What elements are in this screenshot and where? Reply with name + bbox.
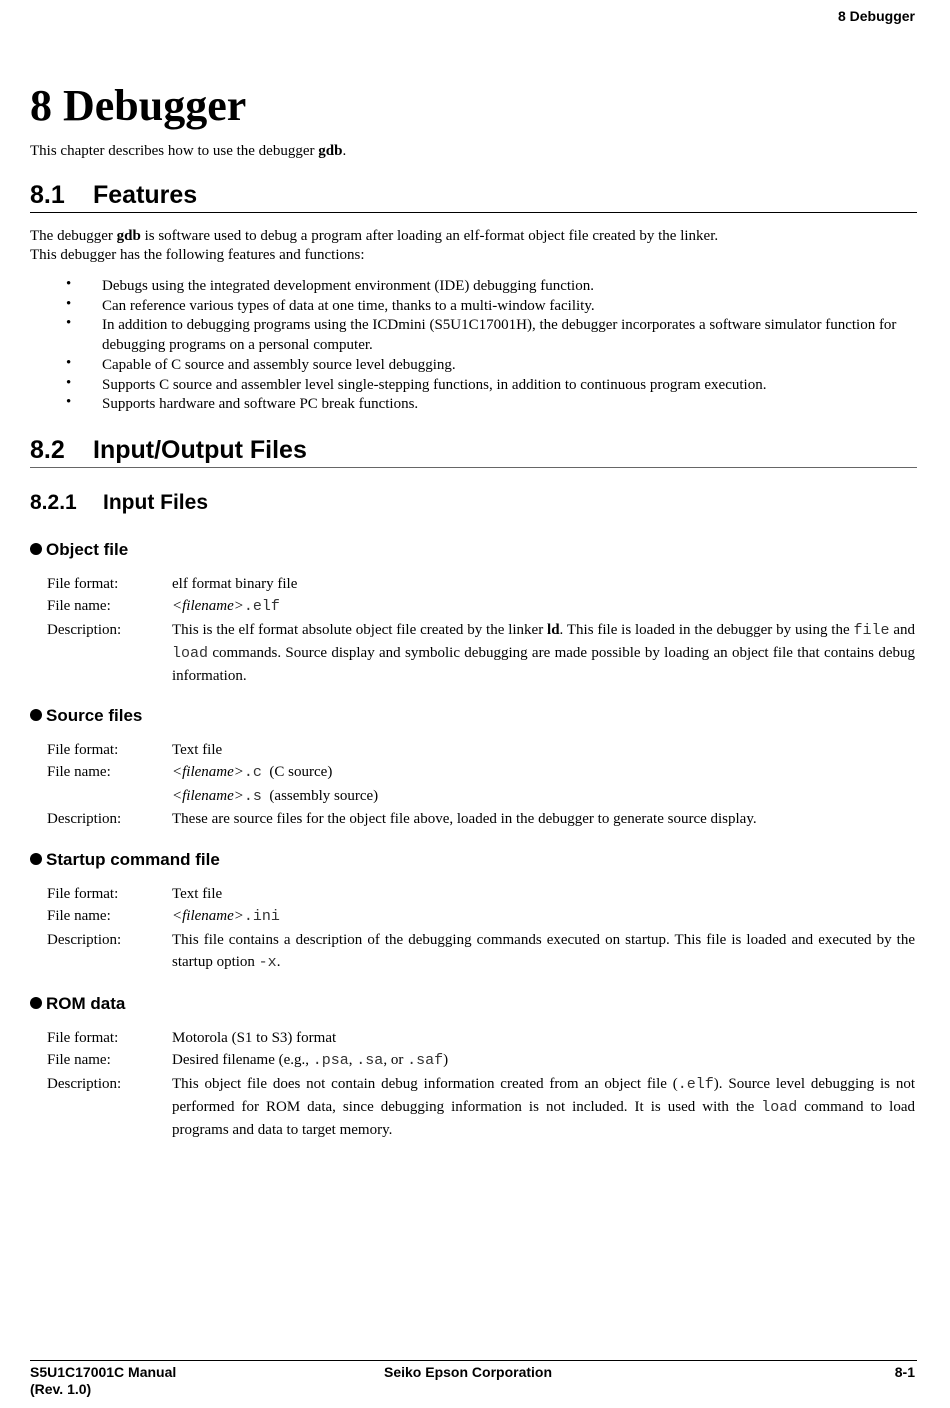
object-file-fields <box>47 573 915 687</box>
source-files-fields <box>47 739 915 830</box>
field-row: File format: Text file <box>47 886 223 902</box>
field-row: Description: This is the elf format absolute object file created by the linker ld. This file is loaded in the debugger by using the file and load commands. Source display and symbolic debugging are made possible by loading an object file that contains debug information. <box>47 621 915 685</box>
startup-file-fields <box>47 883 915 974</box>
running-header: 8 Debugger <box>837 8 915 24</box>
field-row: File name: Desired filename (e.g., .psa, .sa, or .saf) <box>47 1052 449 1070</box>
field-row: Description: These are source files for the object file above, loaded in the debugger to generate source display. <box>47 810 757 827</box>
bullet-dot-icon <box>30 853 42 865</box>
field-row: File name: <filename>.elf <box>47 598 280 616</box>
rom-data-heading: ROM data <box>30 994 125 1014</box>
subsection-heading-input-files <box>30 491 208 515</box>
field-row: File name: <filename>.ini <box>47 908 280 926</box>
bullet-dot-icon <box>30 709 42 721</box>
section-number: 8.1 <box>30 181 65 209</box>
subsection-number: 8.2.1 <box>30 491 77 514</box>
section-heading-features <box>30 181 917 213</box>
section-number: 8.2 <box>30 436 65 464</box>
list-item: • Capable of C source and assembly source level debugging. <box>66 354 456 373</box>
footer-manual-info <box>30 1364 176 1398</box>
field-row: File name: <filename>.c (C source) <filename>.s (assembly source) <box>47 764 379 805</box>
footer-manual-title: S5U1C17001C Manual <box>30 1364 177 1380</box>
footer-revision: (Rev. 1.0) <box>30 1381 92 1397</box>
field-row: File format: Text file <box>47 742 223 758</box>
chapter-title: 8 Debugger <box>30 81 247 130</box>
features-intro <box>30 227 917 265</box>
chapter-intro: This chapter describes how to use the debugger gdb. <box>30 143 347 159</box>
section-heading-io-files <box>30 436 917 468</box>
bullet-icon: • <box>66 394 72 411</box>
features-paragraph-2: This debugger has the following features and functions: <box>30 247 365 263</box>
list-item: • Can reference various types of data at one time, thanks to a multi-window facility. <box>66 295 595 314</box>
field-row: File format: elf format binary file <box>47 576 298 592</box>
bullet-dot-icon <box>30 543 42 555</box>
bullet-icon: • <box>66 374 72 391</box>
list-item: • In addition to debugging programs using the ICDmini (S5U1C17001H), the debugger incorporates a software simulator function for debugging programs on a personal computer. <box>66 315 897 354</box>
bullet-icon: • <box>66 354 72 371</box>
bullet-icon: • <box>66 315 72 332</box>
features-paragraph-1: The debugger gdb is software used to debug a program after loading an elf-format object file created by the linker. <box>30 228 719 244</box>
bullet-dot-icon <box>30 997 42 1009</box>
footer-divider <box>30 1360 917 1361</box>
rom-data-fields <box>47 1027 915 1141</box>
bullet-icon: • <box>66 276 72 292</box>
features-list <box>64 277 917 415</box>
field-row: Description: This object file does not contain debug information created from an object file (.elf). Source level debugging is not performed for ROM data, since debugging information is not included. It is used with the load command to load programs and data to target memory. <box>47 1075 916 1139</box>
section-title: Input/Output Files <box>93 436 307 464</box>
list-item: • Supports C source and assembler level single-stepping functions, in addition to continuous program execution. <box>66 374 767 393</box>
object-file-heading: Object file <box>30 540 128 560</box>
field-row: Description: This file contains a description of the debugging commands executed on startup. This file is loaded and executed by the startup option -x. <box>47 931 915 971</box>
startup-file-heading: Startup command file <box>30 850 220 870</box>
field-row: File format: Motorola (S1 to S3) format <box>47 1030 337 1046</box>
subsection-title: Input Files <box>103 491 208 514</box>
footer-page-number: 8-1 <box>894 1364 915 1380</box>
source-files-heading: Source files <box>30 706 142 726</box>
section-title: Features <box>93 181 198 209</box>
list-item: • Debugs using the integrated development environment (IDE) debugging function. <box>66 276 594 294</box>
footer-company: Seiko Epson Corporation <box>384 1364 553 1380</box>
list-item: • Supports hardware and software PC break functions. <box>66 394 419 413</box>
bullet-icon: • <box>66 295 72 312</box>
